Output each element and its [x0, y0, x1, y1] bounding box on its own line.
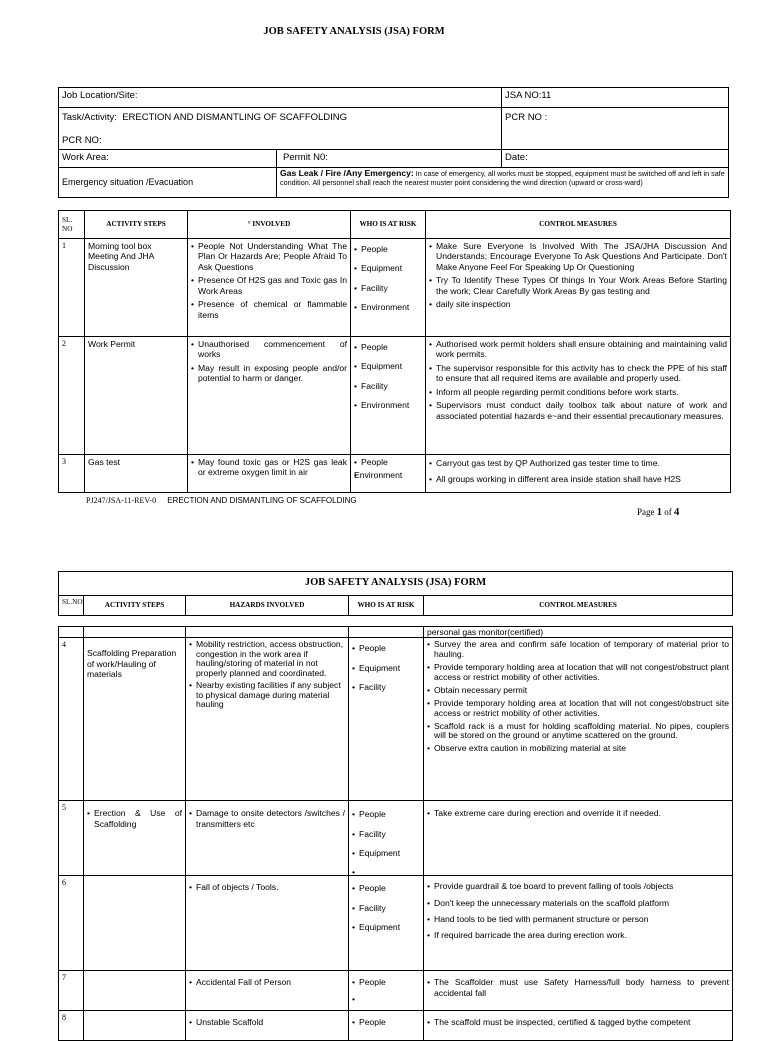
table-row — [59, 971, 733, 1011]
list-item: • Fall of objects / Tools. — [189, 882, 345, 892]
list-item: • People — [352, 976, 420, 990]
row-activity-step — [84, 971, 186, 1011]
jsa-no-cell: JSA NO:11 — [502, 88, 729, 108]
row-sl-no: 3 — [59, 455, 85, 493]
list-item: • Presence Of H2S gas and Toxic gas In Work Areas — [191, 275, 347, 296]
jsa-table-page1 — [58, 210, 731, 493]
row-control-measures — [424, 638, 733, 801]
table-row — [59, 801, 733, 876]
row-control-measures — [424, 971, 733, 1011]
row-activity-step: Scaffolding Preparation of work/Hauling of materials — [84, 638, 186, 801]
list-item: • Inform all people regarding permit conditions before work starts. — [429, 387, 727, 397]
table-row — [59, 1011, 733, 1041]
pcr-no-left: PCR NO: — [62, 135, 102, 147]
list-item: • People — [354, 457, 422, 467]
list-item: • Provide temporary holding area at location that will not congest/obstruct site access or restrict mobility of other activities. — [427, 699, 729, 719]
table-row — [59, 876, 733, 971]
table-row — [59, 239, 731, 337]
list-item: • Authorised work permit holders shall ensure obtaining and maintaining valid work permits. — [429, 339, 727, 360]
list-item: • Equipment — [352, 660, 420, 676]
row-hazards — [188, 455, 351, 493]
table-row — [59, 638, 733, 801]
activity-steps-header: ACTIVITY STEPS — [84, 596, 186, 616]
list-item: • Presence of chemical or flammable items — [191, 299, 347, 320]
list-item: • Provide guardrail & toe board to prevent falling of tools /objects — [427, 880, 729, 893]
permit-no-cell: Permit N0: — [277, 149, 502, 167]
row-activity-step — [84, 801, 186, 876]
list-item: • The supervisor responsible for this activity has to check the PPE of his staff to ensure that all required items are available and properly used. — [429, 363, 727, 384]
emergency-label-cell: Emergency situation /Evacuation — [59, 167, 277, 197]
job-location-cell: Job Location/Site: — [59, 88, 502, 108]
row-who-at-risk — [351, 239, 426, 337]
list-item: • Unauthorised commencement of works — [191, 339, 347, 360]
row-control-measures — [426, 455, 731, 493]
list-item: • Facility — [352, 826, 420, 842]
list-item: • Obtain necessary permit — [427, 686, 729, 696]
list-item: • Supervisors must conduct daily toolbox talk about nature of work and associated potential hazards e~and their essential precautionary measures. — [429, 400, 727, 421]
row-who-at-risk — [349, 638, 424, 801]
list-item: • Damage to onsite detectors /switches / transmitters etc — [189, 808, 345, 829]
row-sl-no: 7 — [59, 971, 84, 1011]
list-item: • Accidental Fall of Person — [189, 977, 345, 987]
list-item: • Equipment — [354, 358, 422, 374]
list-item: • Make Sure Everyone Is Involved With The JSA/JHA Discussion And Understands; Encourage Everyone To Ask Questions And Participate. Don't Make Anyone Feel For Speaking Up Or Questioning — [429, 241, 727, 272]
table-row — [59, 627, 733, 638]
row-activity-step: Morning tool box Meeting And JHA Discussion — [85, 239, 188, 337]
row-hazards — [186, 801, 349, 876]
footer-reference: PJ247/JSA-11-REV-0 ERECTION AND DISMANTLING OF SCAFFOLDING — [86, 496, 357, 505]
emergency-text-cell: Gas Leak / Fire /Any Emergency: In case of emergency, all works must be stopped, equipment must be switched off and left in safe condition. All personnel shall reach the nearest muster point considering the wind direction (upward or cross-ward) — [277, 167, 729, 197]
row-who-at-risk — [349, 1011, 424, 1041]
list-item: • People — [352, 640, 420, 656]
list-item: • People — [352, 1017, 420, 1027]
table-row — [59, 337, 731, 455]
sl-no-header: SL.NO — [59, 596, 84, 616]
row-sl-no: 1 — [59, 239, 85, 337]
work-area-cell: Work Area: — [59, 149, 277, 167]
hazards-header: ° INVOLVED — [188, 211, 351, 239]
pcr-no-cell: PCR NO : — [502, 108, 729, 150]
list-item: • If required barricade the area during erection work. — [427, 929, 729, 942]
page-number: Page 1 of 4 — [637, 507, 680, 518]
row-hazards — [186, 638, 349, 801]
list-item: • Scaffold rack is a must for holding scaffolding material. No pipes, couplers will be stored on the ground or anytime scattered on the ground. — [427, 722, 729, 742]
row-hazards — [186, 971, 349, 1011]
activity-steps-header: ACTIVITY STEPS — [85, 211, 188, 239]
list-item: • Facility — [352, 679, 420, 695]
list-item: • daily site inspection — [429, 299, 727, 309]
list-item: • May found toxic gas or H2S gas leak or extreme oxygen limit in air — [191, 457, 347, 478]
carry-over-text: personal gas monitor(certified) — [424, 627, 733, 638]
list-item: • People Not Understanding What The Plan Or Hazards Are; People Afraid To Ask Questions — [191, 241, 347, 272]
row-who-at-risk — [349, 876, 424, 971]
list-item: • Environment — [354, 470, 422, 480]
page1-title: JOB SAFETY ANALYSIS (JSA) FORM — [263, 26, 445, 37]
row-sl-no: 5 — [59, 801, 84, 876]
row-sl-no: 6 — [59, 876, 84, 971]
list-item: • Don't keep the unnecessary materials on the scaffold platform — [427, 897, 729, 910]
list-item: • Facility — [352, 900, 420, 916]
list-item: • Facility — [354, 378, 422, 394]
control-measures-header: CONTROL MEASURES — [424, 596, 733, 616]
jsa-table-page2 — [58, 626, 733, 1041]
list-item: • Erection & Use of Scaffolding — [87, 808, 182, 829]
list-item: • Nearby existing facilities if any subject to physical damage during material hauling — [189, 681, 345, 709]
who-at-risk-header: WHO IS AT RISK — [349, 596, 424, 616]
list-item: • The Scaffolder must use Safety Harness/full body harness to prevent accidental fall — [427, 977, 729, 998]
row-who-at-risk — [351, 455, 426, 493]
row-who-at-risk — [351, 337, 426, 455]
list-item: • Try To Identify These Types Of things In Your Work Areas Before Starting the work; Clear Carefully Work Areas By gas testing and — [429, 275, 727, 296]
list-item: • Equipment — [352, 845, 420, 861]
row-hazards — [188, 239, 351, 337]
job-info-table — [58, 87, 729, 198]
hazards-header: HAZARDS INVOLVED — [186, 596, 349, 616]
row-control-measures — [426, 337, 731, 455]
list-item: • Equipment — [352, 919, 420, 935]
row-sl-no: 8 — [59, 1011, 84, 1041]
row-hazards — [186, 876, 349, 971]
list-item: • Mobility restriction, access obstruction, congestion in the work area if hauling/storing of material in not properly planned and coordinated. — [189, 640, 345, 678]
jsa-table-page2-header — [58, 571, 733, 616]
sl-no-header: SL. NO — [59, 211, 85, 239]
table-row — [59, 455, 731, 493]
row-sl-no: 2 — [59, 337, 85, 455]
list-item: • May result in exposing people and/or potential to harm or danger. — [191, 363, 347, 384]
list-item: • People — [354, 241, 422, 257]
row-who-at-risk — [349, 801, 424, 876]
list-item: • Provide temporary holding area at location that will not congest/obstruct plant access or restrict mobility of other activities. — [427, 663, 729, 683]
list-item: • Facility — [354, 280, 422, 296]
list-item: • All groups working in different area inside station shall have H2S — [429, 473, 727, 486]
row-who-at-risk — [349, 971, 424, 1011]
row-activity-step — [84, 876, 186, 971]
list-item: • The scaffold must be inspected, certified & tagged bythe competent — [427, 1017, 729, 1027]
row-hazards — [188, 337, 351, 455]
list-item: • Unstable Scaffold — [189, 1017, 345, 1027]
row-activity-step — [84, 1011, 186, 1041]
task-activity-value: ERECTION AND DISMANTLING OF SCAFFOLDING — [122, 112, 348, 123]
list-item: • People — [352, 880, 420, 896]
list-item: • Environment — [354, 299, 422, 315]
list-item: • Survey the area and confirm safe location of temporary of material prior to hauling. — [427, 640, 729, 660]
task-activity-cell: Task/Activity: ERECTION AND DISMANTLING OF SCAFFOLDING PCR NO: — [59, 108, 502, 150]
list-item: • People — [352, 806, 420, 822]
row-control-measures — [424, 1011, 733, 1041]
list-item: • Observe extra caution in mobilizing material at site — [427, 744, 729, 754]
list-item: • Carryout gas test by QP Authorized gas tester time to time. — [429, 457, 727, 470]
who-at-risk-header: WHO IS AT RISK — [351, 211, 426, 239]
row-control-measures — [426, 239, 731, 337]
row-activity-step: Gas test — [85, 455, 188, 493]
page2-title: JOB SAFETY ANALYSIS (JSA) FORM — [59, 572, 733, 596]
list-item: • People — [354, 339, 422, 355]
date-cell: Date: — [502, 149, 729, 167]
row-control-measures — [424, 801, 733, 876]
row-sl-no: 4 — [59, 638, 84, 801]
list-item: • Equipment — [354, 260, 422, 276]
list-item: • Hand tools to be tied with permanent structure or person — [427, 913, 729, 926]
list-item: • Take extreme care during erection and override it if needed. — [427, 808, 729, 818]
row-activity-step: Work Permit — [85, 337, 188, 455]
list-item: • Environment — [354, 397, 422, 413]
row-hazards — [186, 1011, 349, 1041]
row-control-measures — [424, 876, 733, 971]
control-measures-header: CONTROL MEASURES — [426, 211, 731, 239]
